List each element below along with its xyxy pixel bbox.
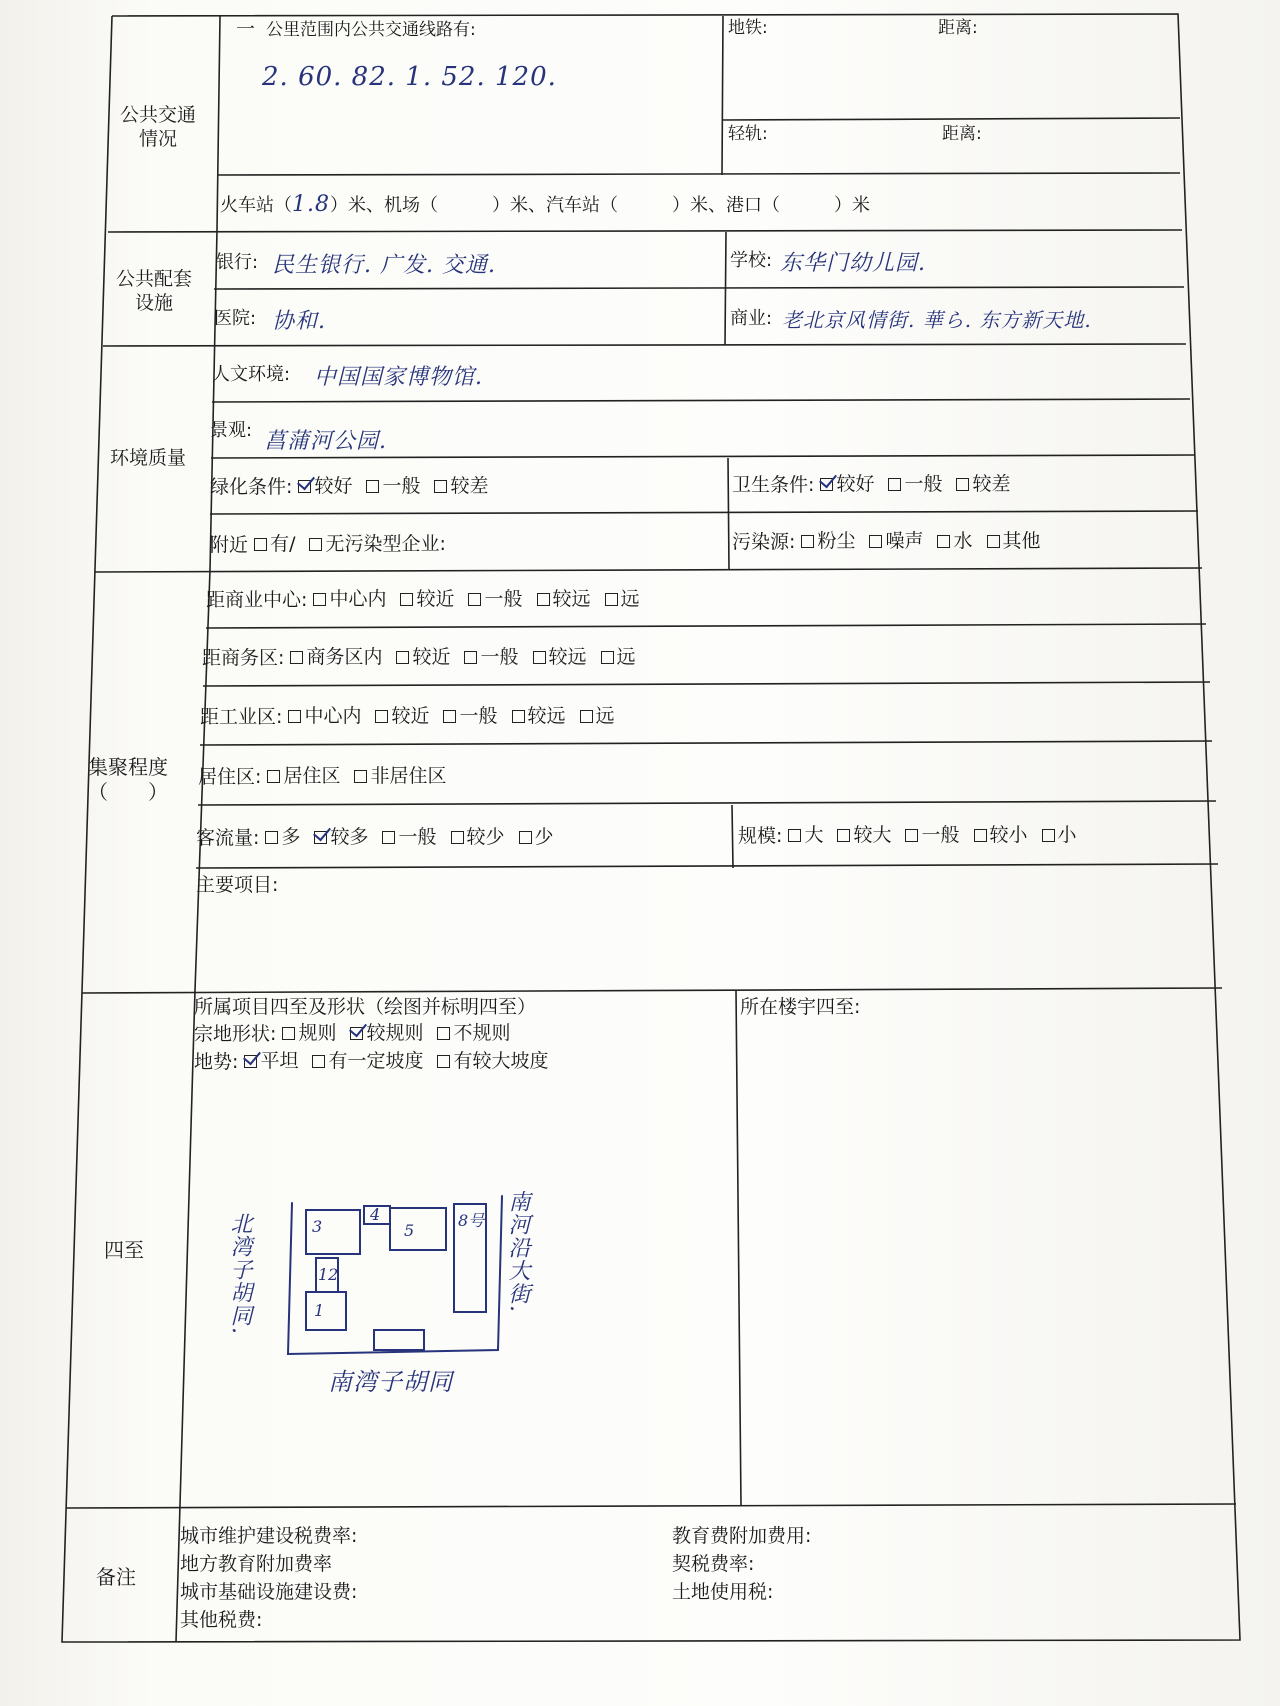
option-label: 一般 [459,705,498,727]
option-label: 平坦 [260,1050,299,1072]
remarks-left [180,1522,357,1634]
option-label: 少 [534,826,554,848]
landscape-label: 景观: [210,420,253,441]
option-label: 无污染型企业: [325,533,446,555]
sketch-label-1: 1 [314,1301,325,1320]
remark-deed-tax: 契税费率: [672,1553,755,1575]
option-label: 较远 [552,588,591,610]
facilities-section-label: 公共配套 设施 [116,268,193,314]
sketch-label-4: 4 [370,1205,381,1224]
environment-section-label: 环境质量 [110,447,187,469]
scale-label: 规模: [738,825,783,847]
light-rail-distance-label: 距离: [942,124,982,144]
option-label: 噪声 [885,530,924,552]
option-label: 规则 [298,1022,337,1044]
option-label: 不规则 [453,1022,511,1044]
bank-label: 银行: [216,252,259,273]
option-label: 一般 [921,824,960,846]
option-label: 非居住区 [370,765,447,787]
traffic-label: 客流量: [196,827,260,849]
residential-label: 居住区: [198,766,262,788]
terrain-label: 地势: [194,1051,239,1073]
option-label: 一般 [480,646,519,668]
option-label: 一般 [398,826,437,848]
option-label: 较远 [548,646,587,668]
industry-label: 距工业区: [200,706,283,728]
option-label: 较远 [527,705,566,727]
option-label: 水 [953,530,973,552]
remark-land-use-tax: 土地使用税: [672,1581,774,1603]
sketch-block-entrance [374,1330,424,1350]
option-label: 较差 [972,473,1011,495]
commerce-handwriting: 老北京风情街. 華ら. 东方新天地. [782,308,1092,332]
option-label: 较好 [836,473,875,495]
bank-handwriting: 民生银行. 广发. 交通. [272,253,496,278]
option-label: 较小 [989,824,1028,846]
option-label: 粉尘 [817,530,856,552]
option-label: 有/ [270,533,296,555]
option-label: 大 [804,824,824,846]
option-label: 一般 [904,473,943,495]
option-label: 较大 [853,824,892,846]
option-label: 较近 [416,588,455,610]
option-label: 有一定坡度 [328,1050,424,1072]
bus-lines-handwriting: 2. 60. 82. 1. 52. 120. [262,62,557,92]
project-boundaries-label: 所属项目四至及形状（绘图并标明四至） [194,996,537,1018]
shape-label: 宗地形状: [194,1023,277,1045]
commercial-label: 距商业中心: [206,589,308,611]
option-label: 多 [281,826,301,848]
sketch-label-5: 5 [404,1221,415,1240]
bus-prefix: 一 [236,18,256,40]
sketch-east-road: 南河沿大街. [505,1190,530,1313]
option-label: 远 [595,705,615,727]
option-label: 较近 [412,646,451,668]
sketch-label-8: 8号 [458,1211,485,1230]
business-label: 距商务区: [202,647,285,669]
light-rail-label: 轻轨: [728,124,768,144]
option-label: 一般 [382,475,421,497]
building-boundaries-label: 所在楼宇四至: [740,996,861,1018]
sketch-west-road: 北湾子胡同. [227,1212,252,1335]
agglomeration-section-label: 集聚程度 （ ） [88,755,168,804]
option-label: 居住区 [283,765,341,787]
option-label: 中心内 [304,705,362,727]
school-label: 学校: [730,250,773,271]
option-label: 较近 [391,705,430,727]
hospital-handwriting: 协和. [272,309,326,334]
greening-label: 绿化条件: [210,476,293,498]
option-label: 远 [616,646,636,668]
sketch-label-3: 3 [312,1217,323,1236]
subway-label: 地铁: [728,18,768,38]
option-label: 小 [1057,824,1077,846]
remarks-section-label: 备注 [96,1565,136,1589]
culture-handwriting: 中国国家博物馆. [314,365,483,390]
sketch-south-road: 南湾子胡同 [328,1368,453,1396]
projects-label: 主要项目: [196,874,279,896]
hospital-label: 医院: [214,308,257,329]
train-distance-handwriting: 1.8 [292,192,330,217]
culture-label: 人文环境: [212,364,291,385]
nearby-label: 附近 [210,534,249,556]
option-label: 较规则 [366,1022,424,1044]
option-label: 有较大坡度 [453,1050,549,1072]
subway-distance-label: 距离: [938,18,978,38]
boundaries-section-label: 四至 [104,1238,144,1262]
option-label: 商务区内 [306,646,383,668]
remark-urban-maintenance: 城市维护建设税费率: [180,1525,358,1547]
sketch-block-1 [306,1292,346,1330]
bus-lines-label: 公里范围内公共交通线路有: [266,20,476,40]
pollution-label: 污染源: [732,531,796,553]
school-handwriting: 东华门幼儿园. [780,251,926,276]
option-label: 一般 [484,588,523,610]
option-label: 较好 [314,475,353,497]
option-label: 较少 [466,826,505,848]
transport-section-label: 公共交通 情况 [120,104,197,150]
sketch-block-5 [390,1208,446,1250]
option-label: 其他 [1002,530,1041,552]
option-label: 较多 [330,826,369,848]
landscape-handwriting: 菖蒲河公园. [264,429,387,454]
option-label: 远 [620,588,640,610]
remark-infrastructure: 城市基础设施建设费: [180,1581,358,1603]
remark-education-surcharge: 教育费附加费用: [672,1525,812,1547]
stations-label-1: 火车站（ [220,195,292,216]
stations-label-2: ）米、机场（ ）米、汽车站（ ）米、港口（ ）米 [330,195,870,216]
commerce-label: 商业: [730,308,773,329]
remark-local-education: 地方教育附加费率 [180,1553,333,1575]
sketch-label-12: 12 [318,1265,339,1284]
option-label: 中心内 [329,588,387,610]
hygiene-label: 卫生条件: [732,474,815,496]
remarks-right [672,1522,811,1606]
option-label: 较差 [450,475,489,497]
remark-other-taxes: 其他税费: [180,1609,263,1631]
